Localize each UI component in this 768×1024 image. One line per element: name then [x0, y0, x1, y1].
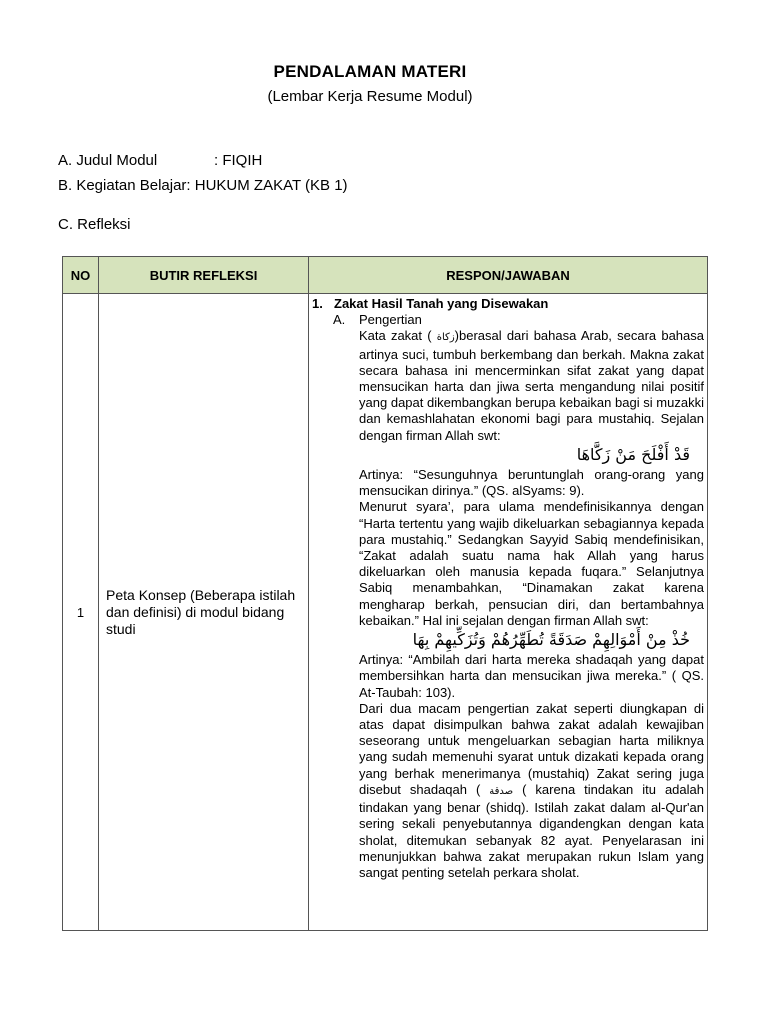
reflection-item: Peta Konsep (Beberapa istilah dan definisi) di modul bidang studi [99, 294, 309, 931]
arabic-word-shadaqah: صدقة [489, 785, 514, 797]
paragraph-translation-1: Artinya: “Sesunguhnya beruntunglah orang-orang yang mensucikan dirinya.” (QS. alSyams: 9). [359, 467, 704, 499]
page-title: PENDALAMAN MATERI [273, 62, 467, 81]
arabic-verse-syams: قَدْ أَفْلَحَ مَنْ زَكَّاهَا [576, 444, 690, 464]
table-header-row [63, 257, 708, 294]
arabic-word-zakat: زكاة [436, 332, 455, 344]
paragraph-conclusion: Dari dua macam pengertian zakat seperti diungkapan di atas dapat disimpulkan bahwa zakat adalah kewajiban seseorang untuk mengeluarkan sebagian harta miliknya yang sudah memenuhi syarat untuk dizakati kepada orang yang berhak menerimanya (mustahiq) Zakat sering juga disebut shadaqah ( صدقة ( karena tindakan itu adalah tindakan yang benar (shidq). Istilah zakat dalam al-Qur'an sering sekali penyebutannya digandengkan dengan kata sholat, ditemukan sebanyak 82 ayat. Penyelarasan ini menunjukkan bahwa zakat merupakan rukun Islam yang sangat penting setelah perkara sholat. [359, 700, 704, 880]
page-subtitle: (Lembar Kerja Resume Modul) [267, 88, 473, 105]
module-title-row [58, 152, 262, 169]
section-number: 1. [312, 296, 323, 311]
row-number: 1 [63, 294, 99, 931]
reflection-table [62, 256, 708, 931]
subsection-title: Pengertian [359, 312, 422, 328]
subsection-number: A. [333, 312, 346, 328]
section-title: Zakat Hasil Tanah yang Disewakan [334, 296, 549, 311]
arabic-verse-taubah: خُذْ مِنْ أَمْوَالِهِمْ صَدَقَةً تُطَهِّرُهُمْ وَتُزَكِّيهِمْ بِهَا [412, 630, 690, 650]
learning-activity-label: B. Kegiatan Belajar [58, 177, 187, 194]
module-title-value: : FIQIH [214, 152, 263, 169]
header-butir: BUTIR REFLEKSI [99, 257, 309, 294]
subsection-heading [312, 312, 704, 328]
reflection-heading: C. Refleksi [58, 216, 131, 233]
response-cell [309, 294, 708, 931]
module-title-label: A. Judul Modul [58, 152, 158, 169]
section-heading [312, 296, 704, 312]
paragraph-translation-2: Artinya: “Ambilah dari harta mereka shadaqah yang dapat membersihkan harta dan mensucikan jiwa mereka.” ( QS. At-Taubah: 103). [359, 652, 704, 700]
paragraph-definition: Kata zakat ( زكاة)berasal dari bahasa Arab, secara bahasa artinya suci, tumbuh berkembang dan berkah. Makna zakat secara bahasa ini mencerminkan sifat zakat yang dapat mensucikan harta dan jiwa serta mengandung nilai positif yang dapat dikembangkan berupa kebaikan bagi si muzakki dan kemashlahatan ekonomi bagi para mustahiq. Sejalan dengan firman Allah swt: [359, 328, 704, 443]
table-row [63, 294, 708, 931]
paragraph-syara: Menurut syara’, para ulama mendefinisikannya dengan “Harta tertentu yang wajib dikeluarkan sebagiannya kepada para mustahiq.” Sedangkan Sayyid Sabiq mendefinisikan, “Zakat adalah suatu nama hak Allah yang harus dikeluarkan oleh manusia kepada fuqara.” Selanjutnya Sabiq menambahkan, “Dinamakan zakat karena mengharap berkah, pensucian diri, dan bertambahnya kebaikan.” Hal ini sejalan dengan firman Allah swt: [359, 499, 704, 628]
learning-activity-row [58, 177, 348, 194]
learning-activity-value: : HUKUM ZAKAT (KB 1) [186, 177, 348, 194]
header-respon: RESPON/JAWABAN [309, 257, 708, 294]
header-no: NO [63, 257, 99, 294]
